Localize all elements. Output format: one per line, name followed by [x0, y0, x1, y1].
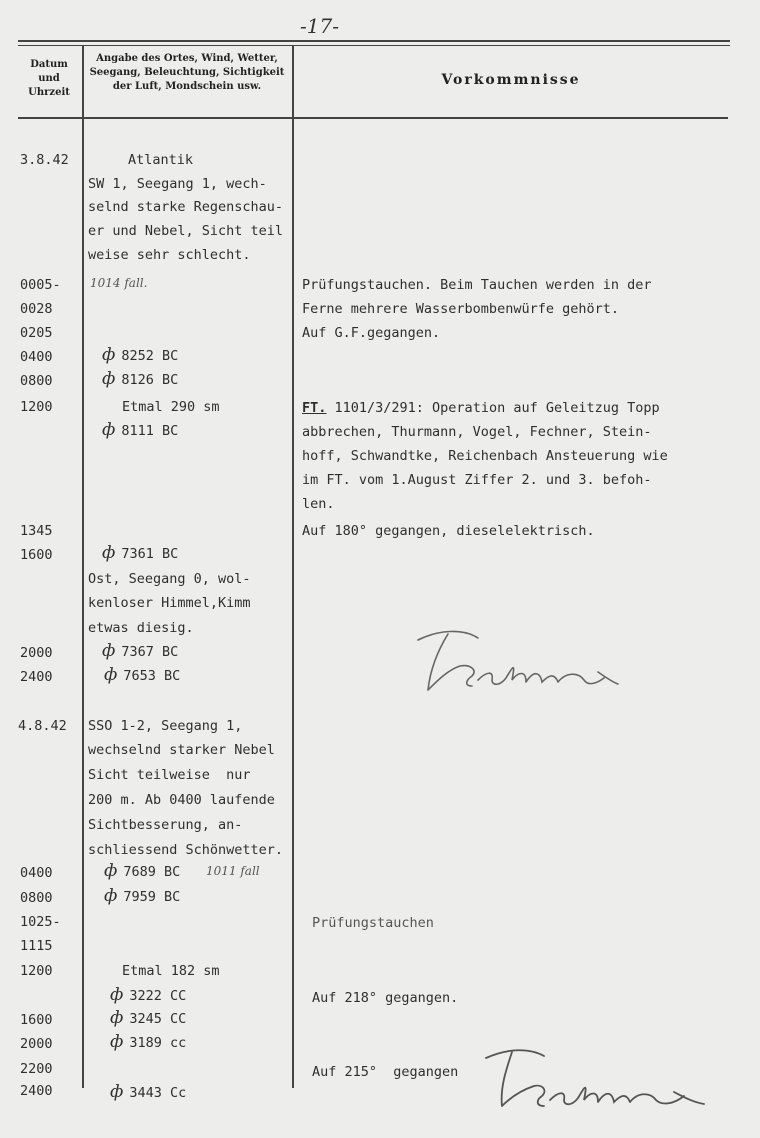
grid-position: ф 7959 BC [104, 886, 181, 906]
grid-square-icon: ф [102, 345, 116, 365]
time-entry: 2000 [20, 1036, 53, 1052]
grid-square-icon: ф [110, 985, 124, 1005]
event-entry: Prüfungstauchen. Beim Tauchen werden in der [302, 277, 652, 293]
event-entry: Auf 180° gegangen, dieselelektrisch. [302, 523, 595, 539]
header-rule [18, 117, 728, 119]
grid-square-icon: ф [104, 886, 118, 906]
time-entry: 0400 [20, 349, 53, 365]
place-entry: Atlantik [128, 152, 194, 168]
grid-square-icon: ф [102, 543, 116, 563]
event-entry: FT. 1101/3/291: Operation auf Geleitzug Topp [302, 400, 660, 416]
column-divider-1 [82, 46, 84, 1088]
time-entry: 0400 [20, 865, 53, 881]
time-entry: 1115 [20, 938, 53, 954]
handwritten-note: 1014 fall. [90, 276, 148, 290]
time-entry: 1600 [20, 1012, 53, 1028]
grid-position: ф 8252 BC [102, 345, 179, 365]
time-entry: 1200 [20, 963, 53, 979]
time-entry: 2000 [20, 645, 53, 661]
time-entry: 0800 [20, 373, 53, 389]
log-page: -17- Datum und Uhrzeit Angabe des Ortes, Wind, Wetter, Seegang, Beleuchtung, Sichtigkeit der Luft, Mondschein usw. Vorkommnisse 3.8.42 Atlantik SW 1, Seegang 1, wech- selnd starke Regenschau- er und Nebel, Sicht teil weise sehr schlecht. 0005- 1014 fall. Prüfungstauchen. Beim Tauchen werden in der 0028 Ferne mehrere Wasserbombenwürfe gehört. 0205 Auf G.F.gegangen. 0400 ф 8252 BC 0800 ф 8126 BC 1200 Etmal 290 sm FT. 1101/3/291: Operation auf Geleitzug Topp ф 8111 BC abbrechen, Thurmann, Vogel, Fechner, Stein- hoff, Schwandtke, Reichenbach Ansteuerung wie im FT. vom 1.August Ziffer 2. und 3. befoh- len. 1345 Auf 180° gegangen, dieselelektrisch. 1600 ф 7361 BC Ost, Seegang 0, wol- kenloser Himmel,Kimm etwas diesig. 2000 ф 7367 BC 2400 ф 7653 BC 4.8.42 SSO 1-2, Seegang 1, wechselnd starker Nebel Sicht teilweise nur 200 m. Ab 0400 laufende Sichtbesserung, an- schliessend Schönwetter. 0400 ф 7689 BC 1011 fall 0800 ф 7959 BC 1025- Prüfungstauchen 1115 1200 Etmal 182 sm ф 3222 CC Auf 218° gegangen. 1600 ф 3245 CC 2000 ф 3189 cc 2200 Auf 215° gegangen 2400 ф 3443 Cc [0, 0, 760, 1138]
grid-position: ф 3222 CC [110, 985, 187, 1005]
header-events: Vorkommnisse [441, 72, 581, 88]
time-entry: 0005- [20, 277, 61, 293]
event-entry: Auf 215° gegangen [312, 1064, 459, 1080]
top-rule [18, 40, 730, 42]
column-divider-2 [292, 46, 294, 1088]
time-entry: 2400 [20, 1083, 53, 1099]
grid-square-icon: ф [102, 369, 116, 389]
header-date-time: Datum und Uhrzeit [28, 59, 70, 98]
page-number: -17- [300, 14, 339, 38]
grid-square-icon: ф [110, 1032, 124, 1052]
event-entry: Prüfungstauchen [312, 915, 434, 931]
signature [478, 1042, 718, 1116]
handwritten-note: 1011 fall [206, 864, 260, 878]
grid-square-icon: ф [102, 420, 116, 440]
place-entry: Etmal 290 sm [122, 399, 220, 415]
date-entry: 3.8.42 [20, 152, 69, 168]
grid-square-icon: ф [110, 1082, 124, 1102]
time-entry: 1200 [20, 399, 53, 415]
event-entry: Auf G.F.gegangen. [302, 325, 441, 341]
grid-position: ф 3189 cc [110, 1032, 187, 1052]
time-entry: 2200 [20, 1061, 53, 1077]
grid-square-icon: ф [104, 861, 118, 881]
signature [408, 620, 628, 700]
header-place-weather: Angabe des Ortes, Wind, Wetter, Seegang, Beleuchtung, Sichtigkeit der Luft, Mondschein usw. [89, 53, 285, 92]
event-entry: Auf 218° gegangen. [312, 990, 459, 1006]
grid-square-icon: ф [110, 1008, 124, 1028]
grid-position: ф 8111 BC [102, 420, 179, 440]
time-entry: 0800 [20, 890, 53, 906]
time-entry: 0028 [20, 301, 53, 317]
grid-position: ф 3245 CC [110, 1008, 187, 1028]
time-entry: 1600 [20, 547, 53, 563]
grid-position: ф 7653 BC [104, 665, 181, 685]
time-entry: 0205 [20, 325, 53, 341]
grid-position: ф 7361 BC [102, 543, 179, 563]
event-entry: Ferne mehrere Wasserbombenwürfe gehört. [302, 301, 619, 317]
time-entry: 1025- [20, 914, 61, 930]
grid-position: ф 3443 Cc [110, 1082, 187, 1102]
grid-square-icon: ф [104, 665, 118, 685]
time-entry: 2400 [20, 669, 53, 685]
time-entry: 1345 [20, 523, 53, 539]
grid-square-icon: ф [102, 641, 116, 661]
top-rule-2 [18, 45, 730, 46]
grid-position: ф 7367 BC [102, 641, 179, 661]
event-entry: abbrechen, Thurmann, Vogel, Fechner, Stein- [302, 424, 652, 440]
date-entry: 4.8.42 [18, 718, 67, 734]
place-entry: Etmal 182 sm [122, 963, 220, 979]
grid-position: ф 8126 BC [102, 369, 179, 389]
grid-position: ф 7689 BC [104, 861, 181, 881]
